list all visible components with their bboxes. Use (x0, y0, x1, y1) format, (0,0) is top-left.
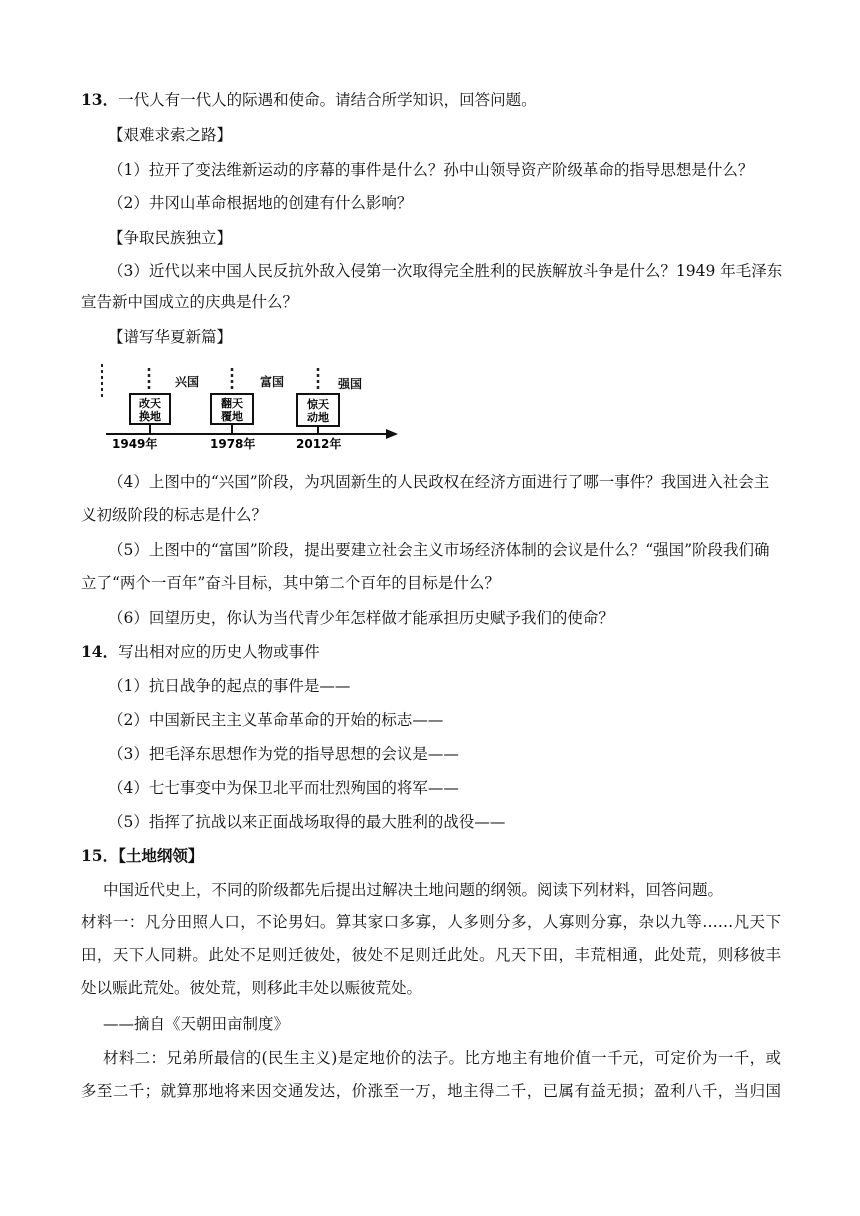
box-label-2: 翻天 (221, 397, 243, 410)
sub-question-cont: 义初级阶段的标志是什么？ (81, 506, 268, 524)
year-label: 2012年 (296, 437, 342, 451)
year-label: 1978年 (210, 437, 256, 451)
material-line: 处以赈此荒处。彼处荒，则移此丰处以赈彼荒处。 (81, 979, 423, 997)
section-heading: 【谱写华夏新篇】 (108, 328, 233, 346)
material-line: 多至二千；就算那地将来因交通发达，价涨至一万，地主得二千，已属有益无损；盈利八千，当归国 (81, 1082, 781, 1100)
question-14-stem (81, 642, 320, 662)
section-heading: 【艰难求索之路】 (108, 126, 233, 144)
question-15-title (81, 846, 203, 866)
sub-question: （3）近代以来中国人民反抗外敌入侵第一次取得完全胜利的民族解放斗争是什么？1949 年毛泽东 (108, 262, 783, 280)
list-item: （4）七七事变中为保卫北平而壮烈殉国的将军—— (108, 779, 459, 797)
material-line: 材料一：凡分田照人口，不论男妇。算其家口多寡，人多则分多，人寡则分寡，杂以九等……凡天下 (81, 913, 781, 931)
svg-text:换地: 换地 (139, 410, 161, 423)
sub-question-cont: 宣告新中国成立的庆典是什么？ (81, 293, 299, 311)
sub-question: （5）上图中的“富国”阶段，提出要建立社会主义市场经济体制的会议是什么？“强国”阶段我们确 (108, 541, 770, 559)
sub-question: （6）回望历史，你认为当代青少年怎样做才能承担历史赋予我们的使命？ (108, 609, 614, 627)
svg-text:覆地: 覆地 (221, 410, 243, 423)
box-label-1: 改天 (139, 397, 161, 410)
material-source: ——摘自《天朝田亩制度》 (103, 1015, 290, 1033)
question-title: 【土地纲领】 (118, 846, 204, 865)
list-item: （5）指挥了抗战以来正面战场取得的最大胜利的战役—— (108, 813, 506, 831)
sub-question: （4）上图中的“兴国”阶段，为巩固新生的人民政权在经济方面进行了哪一事件？我国进入社会主 (108, 473, 770, 491)
stage-label: 富国 (260, 375, 285, 389)
sub-question: （1）拉开了变法维新运动的序幕的事件是什么？孙中山领导资产阶级革命的指导思想是什么？ (108, 161, 754, 179)
list-item: （3）把毛泽东思想作为党的指导思想的会议是—— (108, 745, 459, 763)
question-number: 15． (81, 846, 119, 865)
question-number: 13． (81, 90, 119, 109)
question-text: 一代人有一代人的际遇和使命。请结合所学知识，回答问题。 (118, 91, 537, 109)
sub-question-cont: 立了“两个一百年”奋斗目标，其中第二个百年的目标是什么？ (81, 574, 500, 592)
question-text: 写出相对应的历史人物或事件 (118, 643, 320, 661)
section-heading: 【争取民族独立】 (108, 229, 233, 247)
arrow-icon (386, 429, 398, 439)
material-line: 田，天下人同耕。此处不足则迁彼处，彼处不足则迁此处。凡天下田，丰荒相通，此处荒，则移彼丰 (81, 946, 781, 964)
list-item: （2）中国新民主主义革命革命的开始的标志—— (108, 711, 444, 729)
year-label: 1949年 (112, 437, 158, 451)
question-number: 14． (81, 642, 119, 661)
intro-text: 中国近代史上，不同的阶级都先后提出过解决土地问题的纲领。阅读下列材料，回答问题。 (103, 881, 724, 899)
box-label-3: 惊天 (307, 398, 329, 411)
question-13-stem (81, 90, 537, 110)
stage-label: 强国 (338, 377, 363, 391)
timeline-figure (98, 362, 403, 452)
svg-text:动地: 动地 (307, 411, 329, 424)
material-line: 材料二：兄弟所最信的(民生主义)是定地价的法子。比方地主有地价值一千元，可定价为一千，或 (103, 1049, 781, 1067)
stage-label: 兴国 (175, 375, 200, 389)
sub-question: （2）井冈山革命根据地的创建有什么影响？ (108, 194, 413, 212)
list-item: （1）抗日战争的起点的事件是—— (108, 677, 351, 695)
